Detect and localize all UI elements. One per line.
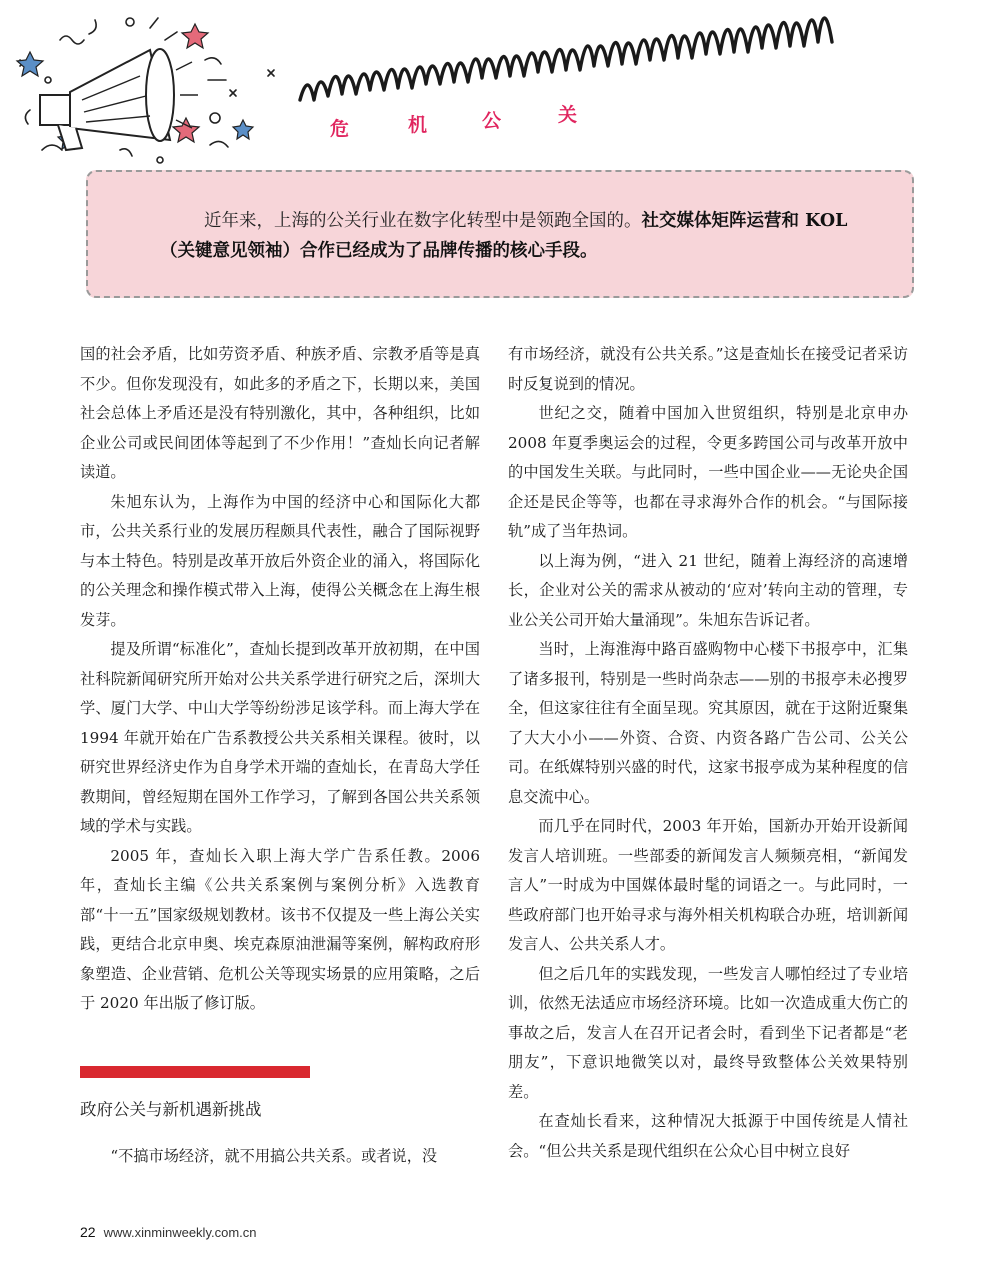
left-paragraph-1: 国的社会矛盾，比如劳资矛盾、种族矛盾、宗教矛盾等是真不少。但你发现没有，如此多的矛盾之下，长期以来，美国社会总体上矛盾还是没有特别激化，其中，各种组织，比如企业公司或民间团体等起到了不少作用！”查灿长向记者解读道。 [80,345,480,481]
intro-callout-box [86,170,914,298]
right-paragraph-1: 有市场经济，就没有公共关系。”这是查灿长在接受记者采访时反复说到的情况。 [508,345,908,393]
right-column [508,340,908,1166]
left-paragraph-5: “不搞市场经济，就不用搞公共关系。或者说，没 [110,1147,438,1165]
subsection [80,1066,480,1172]
left-paragraph-2: 朱旭东认为，上海作为中国的经济中心和国际化大都市，公共关系行业的发展历程颇具代表性，融合了国际视野与本土特色。特别是改革开放后外资企业的涌入，将国际化的公关理念和操作模式带入上海，使得公关概念在上海生根发芽。 [80,492,480,629]
right-paragraph-6: 但之后几年的实践发现，一些发言人哪怕经过了专业培训，依然无法适应市场经济环境。比如一次造成重大伤亡的事故之后，发言人在召开记者会时，看到坐下记者都是“老朋友”，下意识地微笑以对，最终导致整体公关效果特别差。 [508,964,908,1101]
page-number: 22 [80,1224,96,1240]
megaphone-illustration [0,0,988,170]
section-divider-bar [80,1066,310,1078]
right-paragraph-7: 在查灿长看来，这种情况大抵源于中国传统是人情社会。“但公共关系是现代组织在公众心目中树立良好 [508,1112,908,1160]
intro-normal-text: 近年来，上海的公关行业在数字化转型中是领跑全国的。 [204,211,642,231]
left-column [80,340,480,1019]
left-paragraph-4: 2005 年，查灿长入职上海大学广告系任教。2006 年，查灿长主编《公共关系案例与案例分析》入选教育部“十一五”国家级规划教材。该书不仅提及一些上海公关实践，更结合北京申奥、埃克森原油泄漏等案例，解构政府形象塑造、企业营销、危机公关等现实场景的应用策略，之后于 2020 年出版了修订版。 [80,846,480,1012]
intro-text [160,206,860,266]
scribble-line-icon [300,18,832,100]
right-paragraph-4: 当时，上海淮海中路百盛购物中心楼下书报亭中，汇集了诸多报刊，特别是一些时尚杂志——别的书报亭未必搜罗全，但这家往往有全面呈现。究其原因，就在于这附近聚集了大大小小——外资、合资、内资各路广告公司、公关公司。在纸媒特别兴盛的时代，这家书报亭成为某种程度的信息交流中心。 [508,640,908,806]
right-paragraph-2: 世纪之交，随着中国加入世贸组织，特别是北京申办 2008 年夏季奥运会的过程，令更多跨国公司与改革开放中的中国发生关联。与此同时，一些中国企业——无论央企国企还是民企等等，也都在寻求海外合作的机会。“与国际接轨”成了当年热词。 [508,404,908,540]
subheading: 政府公关与新机遇新挑战 [80,1100,262,1119]
section-label-char-4: 关 [558,104,578,126]
section-label-char-1: 危 [330,118,350,140]
section-label-char-3: 公 [482,110,502,132]
right-paragraph-5: 而几乎在同时代，2003 年开始，国新办开始开设新闻发言人培训班。一些部委的新闻发言人频频亮相，“新闻发言人”一时成为中国媒体最时髦的词语之一。与此同时，一些政府部门也开始寻求与海外相关机构联合办班，培训新闻发言人、公共关系人才。 [508,817,908,953]
footer-website-link[interactable]: www.xinminweekly.com.cn [103,1225,257,1240]
page-header [0,0,988,170]
page-footer [80,1224,257,1240]
right-paragraph-3: 以上海为例，“进入 21 世纪，随着上海经济的高速增长，企业对公关的需求从被动的‘应对’转向主动的管理，专业公关公司开始大量涌现”。朱旭东告诉记者。 [508,551,908,629]
section-label-char-2: 机 [408,114,428,136]
left-paragraph-3: 提及所谓“标准化”，查灿长提到改革开放初期，在中国社科院新闻研究所开始对公共关系学进行研究之后，深圳大学、厦门大学、中山大学等纷纷涉足该学科。而上海大学在 1994 年就开始在广告系教授公共关系相关课程。彼时，以研究世界经济史作为自身学术开端的查灿长，在青岛大学任教期间，曾经短期在国外工作学习，了解到各国公共关系领域的学术与实践。 [80,640,480,835]
intro-bold-text: 社交媒体矩阵运营和 KOL（关键意见领袖）合作已经成为了品牌传播的核心手段。 [160,211,848,261]
